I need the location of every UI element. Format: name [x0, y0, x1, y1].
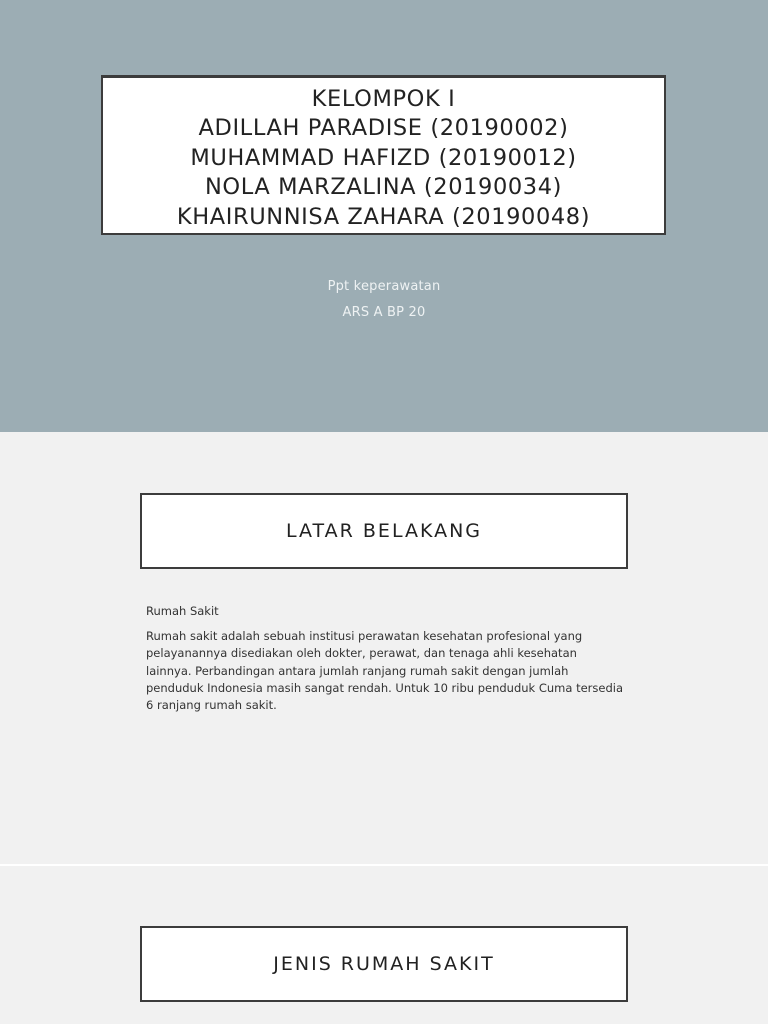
title-box — [101, 75, 666, 235]
subtitle-topic: Ppt keperawatan — [327, 279, 441, 294]
member-name: KHAIRUNNISA ZAHARA (20190048) — [176, 203, 591, 230]
group-title: KELOMPOK I — [311, 86, 456, 112]
slide-heading: JENIS RUMAH SAKIT — [273, 953, 495, 975]
body-paragraph: Rumah sakit adalah sebuah institusi perawatan kesehatan profesional yang pelayanannya disediakan oleh dokter, perawat, dan tenaga ahli kesehatan lainnya. Perbandingan antara jumlah ranjang rumah sakit dengan jumlah penduduk Indonesia masih sangat rendah. Untuk 10 ribu penduduk Cuma tersedia 6 ranjang rumah sakit. — [146, 629, 624, 713]
background-slide — [0, 432, 768, 864]
member-name: NOLA MARZALINA (20190034) — [204, 174, 562, 201]
member-name: MUHAMMAD HAFIZD (20190012) — [190, 144, 577, 171]
subtitle-class: ARS A BP 20 — [342, 305, 426, 320]
title-slide — [0, 0, 768, 432]
member-name: ADILLAH PARADISE (20190002) — [198, 115, 569, 142]
hospital-types-slide — [0, 866, 768, 1024]
heading-box — [140, 926, 628, 1002]
body-label: Rumah Sakit — [146, 604, 219, 618]
slide-heading: LATAR BELAKANG — [285, 520, 483, 542]
heading-box — [140, 493, 628, 569]
